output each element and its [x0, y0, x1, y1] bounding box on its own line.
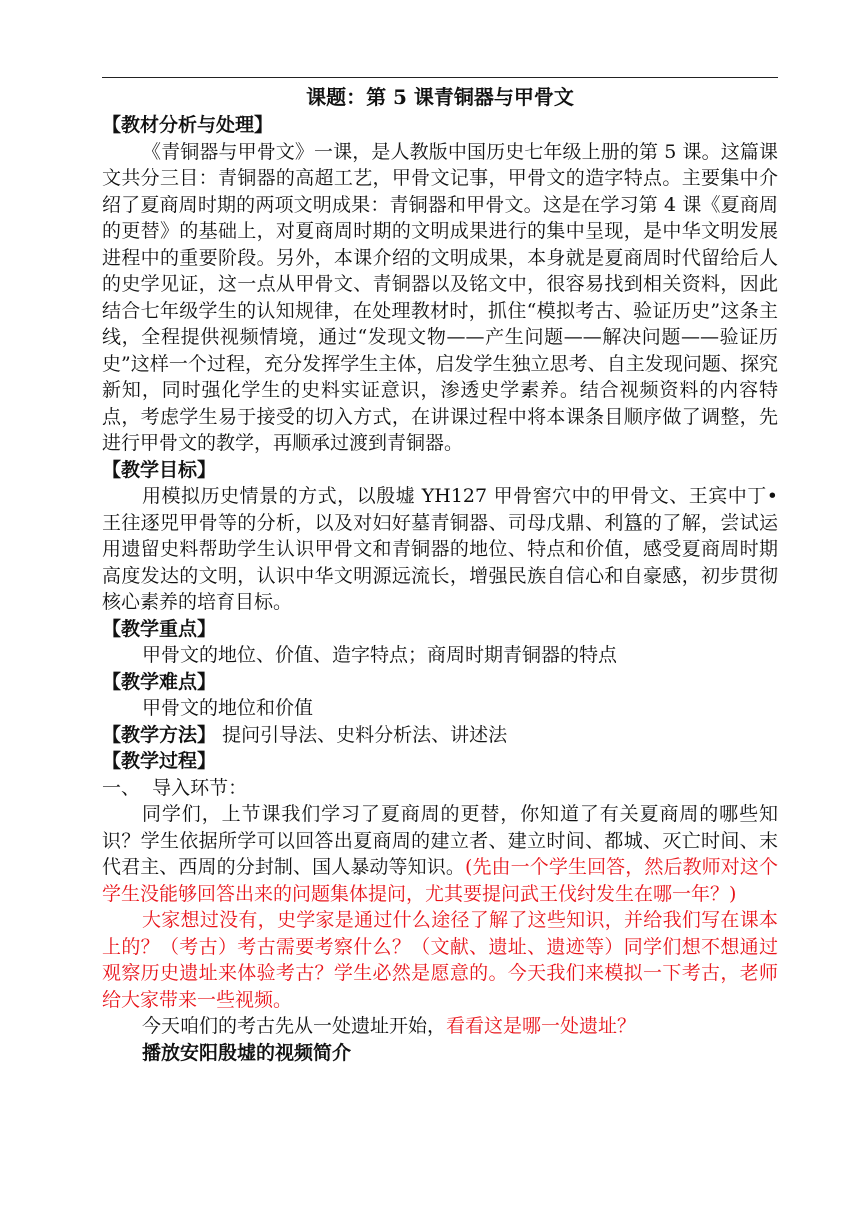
video-instruction: 播放安阳殷墟的视频简介	[142, 1041, 352, 1064]
intro-paragraph-3	[102, 1013, 778, 1040]
goal-paragraph: 用模拟历史情景的方式，以殷墟 YH127 甲骨窖穴中的甲骨文、王宾中丁•王往逐兕甲骨等的分析，以及对妇好墓青铜器、司母戊鼎、利簋的了解，尝试运用遗留史料帮助学生认识甲骨文和青铜器的地位、特点和价值，感受夏商周时期高度发达的文明，认识中华文明源远流长，增强民族自信心和自豪感，初步贯彻核心素养的培育目标。	[102, 485, 778, 613]
intro-text: 同学们，上节课我们学习了夏商周的更替，你知道了有关夏商周的哪些知识？学生依据所学可以回答出夏商周的建立者、建立时间、都城、灭亡时间、末代君主、西周的分封制、国人暴动等知识。	[102, 803, 778, 878]
intro-teacher-note: (先由一个学生回答，然后教师对这个学生没能够回答出来的问题集体提问，尤其要提问武王伐纣发生在哪一年？)	[102, 856, 778, 905]
key-points-text: 甲骨文的地位、价值、造字特点；商周时期青铜器的特点	[142, 644, 618, 666]
method-line	[102, 722, 778, 749]
lesson-title: 课题：第 5 课青铜器与甲骨文	[306, 85, 574, 109]
analysis-paragraph: 《青铜器与甲骨文》一课，是人教版中国历史七年级上册的第 5 课。这篇课文共分三目：青铜器的高超工艺，甲骨文记事，甲骨文的造字特点。主要集中介绍了夏商周时期的两项文明成果：青铜器和甲骨文。这是在学习第 4 课《夏商周的更替》的基础上，对夏商周时期的文明成果进行的集中呈现，是中华文明发展进程中的重要阶段。另外，本课介绍的文明成果，本身就是夏商周时代留给后人的史学见证，这一点从甲骨文、青铜器以及铭文中，很容易找到相关资料，因此结合七年级学生的认知规律，在处理教材时，抓住“模拟考古、验证历史”这条主线，全程提供视频情境，通过“发现文物——产生问题——解决问题——验证历史”这样一个过程，充分发挥学生主体，启发学生独立思考、自主发现问题、探究新知，同时强化学生的史料实证意识，渗透史学素养。结合视频资料的内容特点，考虑学生易于接受的切入方式，在讲课过程中将本课条目顺序做了调整，先进行甲骨文的教学，再顺承过渡到青铜器。	[102, 140, 778, 454]
site-question: 看看这是哪一处遗址？	[446, 1015, 637, 1037]
step-intro-heading: 一、 导入环节：	[102, 776, 248, 799]
difficulty-text: 甲骨文的地位和价值	[142, 697, 314, 719]
method-heading: 【教学方法】	[102, 723, 217, 746]
header-rule	[102, 77, 778, 78]
intro-paragraph-1	[102, 801, 778, 907]
goal-heading: 【教学目标】	[102, 458, 217, 481]
key-points-heading: 【教学重点】	[102, 617, 217, 640]
method-text: 提问引导法、史料分析法、讲述法	[222, 723, 508, 746]
process-heading: 【教学过程】	[102, 750, 217, 772]
document-body	[102, 82, 778, 1066]
difficulty-heading: 【教学难点】	[102, 670, 217, 693]
analysis-heading: 【教材分析与处理】	[102, 114, 274, 136]
intro-paragraph-2: 大家想过没有，史学家是通过什么途径了解了这些知识，并给我们写在课本上的？（考古）考古需要考察什么？（文献、遗址、遗迹等）同学们想不想通过观察历史遗址来体验考古？学生必然是愿意的。今天我们来模拟一下考古，老师给大家带来一些视频。	[102, 909, 778, 1011]
site-text: 今天咱们的考古先从一处遗址开始，	[142, 1015, 447, 1037]
